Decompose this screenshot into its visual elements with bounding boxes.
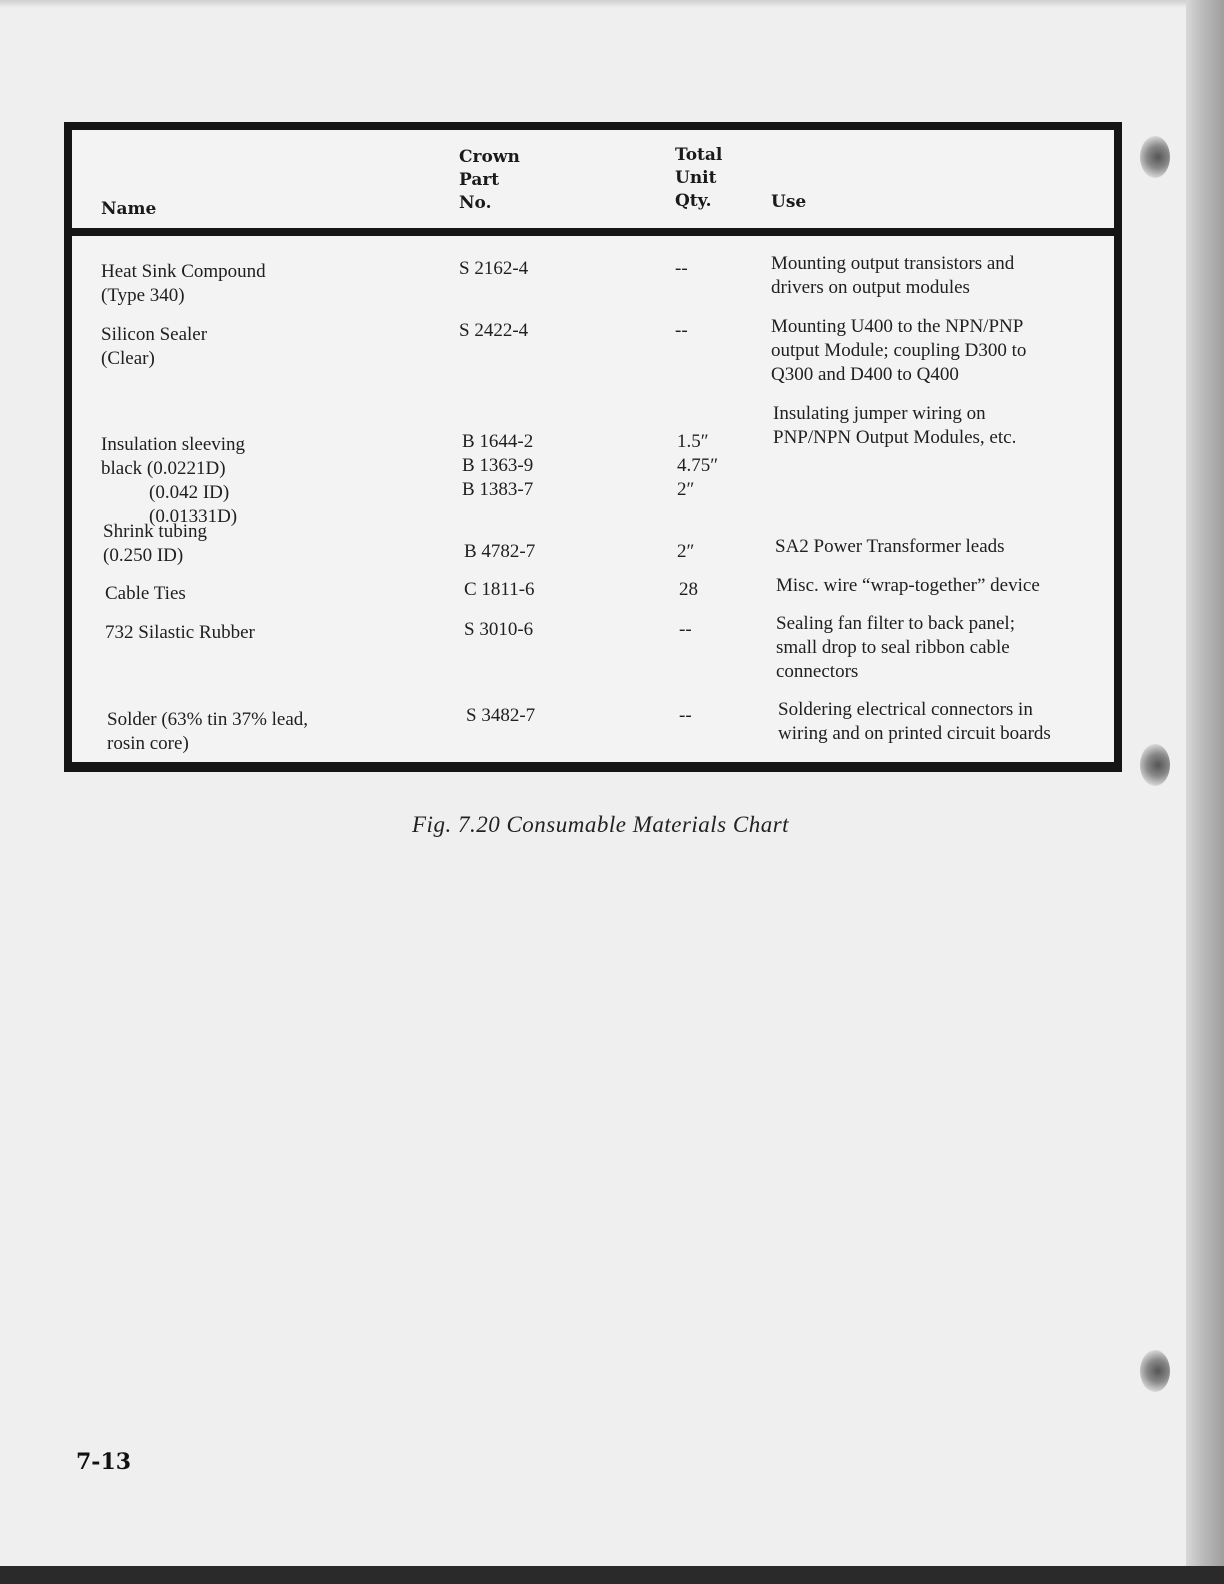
row-qty: 28 bbox=[679, 579, 698, 600]
row-use: SA2 Power Transformer leads bbox=[775, 536, 1005, 557]
row-part-no: S 2422-4 bbox=[459, 320, 529, 341]
row-name: Heat Sink Compound (Type 340) bbox=[101, 261, 266, 306]
consumable-materials-table bbox=[64, 122, 1122, 772]
row-qty: -- bbox=[675, 258, 688, 279]
row-qty: -- bbox=[679, 619, 692, 640]
row-use: Sealing fan filter to back panel; small drop to seal ribbon cable connectors bbox=[776, 613, 1015, 682]
row-qty: -- bbox=[679, 705, 692, 726]
row-name: Shrink tubing (0.250 ID) bbox=[103, 521, 207, 566]
row-use: Insulating jumper wiring on PNP/NPN Output Modules, etc. bbox=[773, 403, 1017, 448]
row-part-no: S 3482-7 bbox=[466, 705, 536, 726]
page-number: 7-13 bbox=[76, 1449, 132, 1475]
row-qty: -- bbox=[675, 320, 688, 341]
table-header bbox=[72, 130, 1114, 236]
header-use: Use bbox=[771, 192, 807, 212]
header-part-no: Crown Part No. bbox=[459, 147, 520, 213]
row-qty: 1.5″ 4.75″ 2″ bbox=[677, 431, 719, 500]
page-bottom-edge bbox=[0, 1566, 1224, 1584]
row-name-line: (0.042 ID) bbox=[149, 482, 230, 503]
row-name: 732 Silastic Rubber bbox=[105, 622, 255, 643]
page-right-edge bbox=[1186, 0, 1224, 1584]
row-part-no: S 3010-6 bbox=[464, 619, 534, 640]
binder-hole-icon bbox=[1140, 1350, 1170, 1392]
row-part-no: B 1644-2 B 1363-9 B 1383-7 bbox=[462, 431, 534, 500]
row-part-no: C 1811-6 bbox=[464, 579, 535, 600]
row-qty: 2″ bbox=[677, 541, 695, 562]
row-part-no: B 4782-7 bbox=[464, 541, 536, 562]
row-use: Misc. wire “wrap-together” device bbox=[776, 575, 1040, 596]
row-name-line: Insulation sleeving bbox=[101, 434, 246, 455]
row-use: Mounting output transistors and drivers on output modules bbox=[771, 253, 1015, 298]
row-name-line: (0.01331D) bbox=[149, 506, 238, 527]
row-use: Soldering electrical connectors in wiring and on printed circuit boards bbox=[778, 699, 1051, 744]
header-name: Name bbox=[101, 199, 157, 219]
binder-hole-icon bbox=[1140, 744, 1170, 786]
figure-caption: Fig. 7.20 Consumable Materials Chart bbox=[412, 812, 790, 837]
row-name: Cable Ties bbox=[105, 583, 186, 604]
row-part-no: S 2162-4 bbox=[459, 258, 529, 279]
row-name-line bbox=[101, 433, 245, 529]
row-name-line: black (0.0221D) bbox=[101, 458, 226, 479]
binder-hole-icon bbox=[1140, 136, 1170, 178]
header-qty: Total Unit Qty. bbox=[675, 145, 723, 211]
page-top-shadow bbox=[0, 0, 1224, 8]
row-use: Mounting U400 to the NPN/PNP output Module; coupling D300 to Q300 and D400 to Q400 bbox=[771, 316, 1027, 385]
row-name: Silicon Sealer (Clear) bbox=[101, 324, 208, 369]
row-name: Solder (63% tin 37% lead, rosin core) bbox=[107, 709, 309, 754]
